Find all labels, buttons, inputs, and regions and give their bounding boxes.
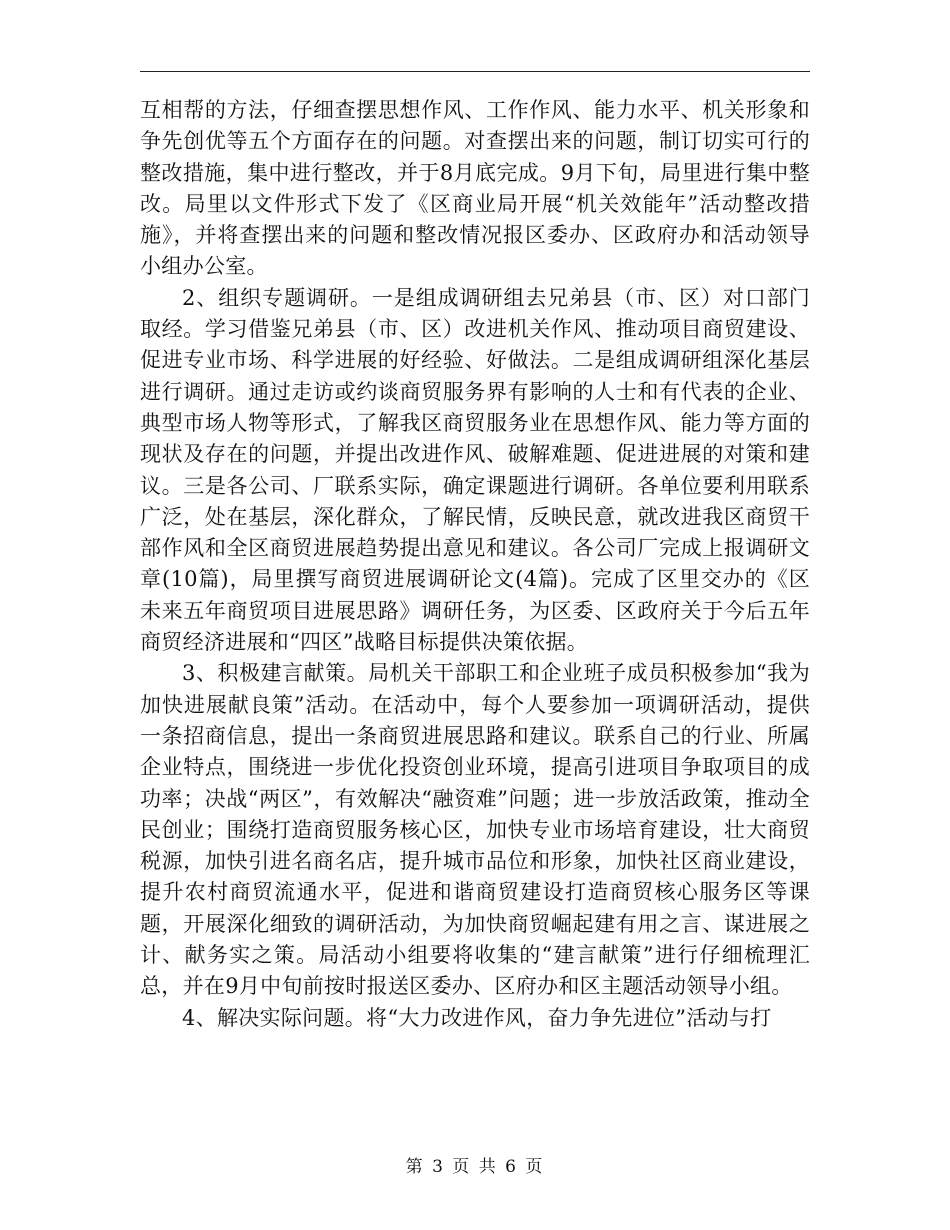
header-rule (140, 71, 810, 72)
paragraph: 3、积极建言献策。局机关干部职工和企业班子成员积极参加“我为加快进展献良策”活动。在活动中，每个人要参加一项调研活动，提供一条招商信息，提出一条商贸进展思路和建议。联系自己的行业、所属企业特点，围绕进一步优化投资创业环境，提高引进项目争取项目的成功率；决战“两区”，有效解决“融资难”问题；进一步放活政策，推动全民创业；围绕打造商贸服务核心区，加快专业市场培育建设，壮大商贸税源，加快引进名商名店，提升城市品位和形象，加快社区商业建设，提升农村商贸流通水平，促进和谐商贸建设打造商贸核心服务区等课题，开展深化细致的调研活动，为加快商贸崛起建有用之言、谋进展之计、献务实之策。局活动小组要将收集的“建言献策”进行仔细梳理汇总，并在9月中旬前按时报送区委办、区府办和区主题活动领导小组。 (140, 661, 810, 999)
paragraph: 2、组织专题调研。一是组成调研组去兄弟县（市、区）对口部门取经。学习借鉴兄弟县（市、区）改进机关作风、推动项目商贸建设、促进专业市场、科学进展的好经验、好做法。二是组成调研组深化基层进行调研。通过走访或约谈商贸服务界有影响的人士和有代表的企业、典型市场人物等形式，了解我区商贸服务业在思想作风、能力等方面的现状及存在的问题，并提出改进作风、破解难题、促进进展的对策和建议。三是各公司、厂联系实际，确定课题进行调研。各单位要利用联系广泛，处在基层，深化群众，了解民情，反映民意，就改进我区商贸干部作风和全区商贸进展趋势提出意见和建议。各公司厂完成上报调研文章(10篇)，局里撰写商贸进展调研论文(4篇)。完成了区里交办的《区未来五年商贸项目进展思路》调研任务，为区委、区政府关于今后五年商贸经济进展和“四区”战略目标提供决策依据。 (140, 285, 810, 655)
document-body (140, 95, 810, 1034)
page-number-footer: 第 3 页 共 6 页 (405, 1157, 545, 1177)
paragraph: 4、解决实际问题。将“大力改进作风，奋力争先进位”活动与打 (182, 1005, 772, 1030)
paragraph: 互相帮的方法，仔细查摆思想作风、工作作风、能力水平、机关形象和争先创优等五个方面存在的问题。对查摆出来的问题，制订切实可行的整改措施，集中进行整改，并于8月底完成。9月下旬，局里进行集中整改。局里以文件形式下发了《区商业局开展“机关效能年”活动整改措施》，并将查摆出来的问题和整改情况报区委办、区政府办和活动领导小组办公室。 (140, 98, 810, 279)
